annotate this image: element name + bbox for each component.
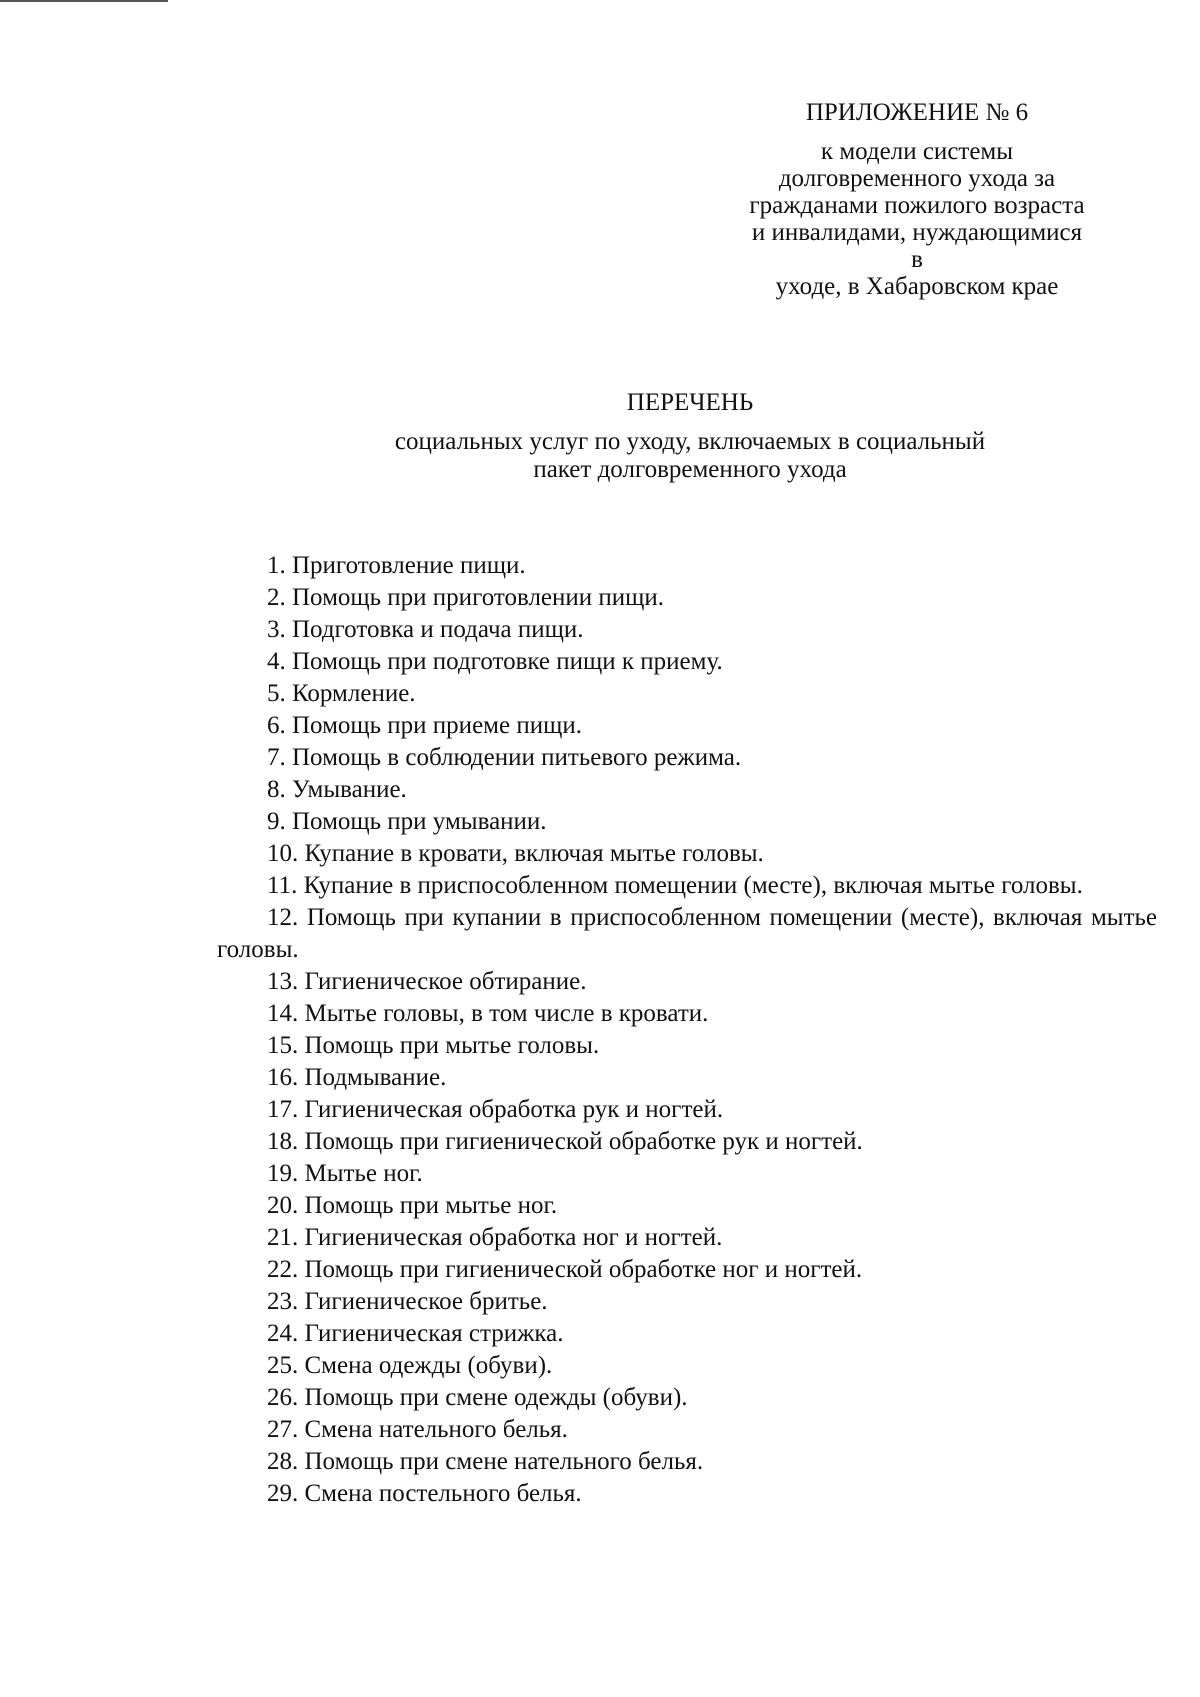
service-item: 7. Помощь в соблюдении питьевого режима. — [267, 744, 742, 771]
scan-edge-mark — [0, 0, 168, 2]
appendix-title: ПРИЛОЖЕНИЕ № 6 — [805, 99, 1029, 126]
service-item: 17. Гигиеническая обработка рук и ногтей. — [267, 1096, 724, 1123]
service-item: 6. Помощь при приеме пищи. — [267, 712, 582, 739]
appendix-line: гражданами пожилого возраста — [749, 192, 1085, 219]
appendix-line: к модели системы — [820, 138, 1014, 165]
service-item: 14. Мытье головы, в том числе в кровати. — [267, 1000, 709, 1027]
service-item: 25. Смена одежды (обуви). — [267, 1352, 553, 1379]
service-item: 13. Гигиеническое обтирание. — [267, 968, 587, 995]
service-item: 11. Купание в приспособленном помещении (месте), включая мытье головы. — [267, 872, 1083, 899]
service-list — [217, 550, 1157, 1510]
appendix-line: и инвалидами, нуждающимися в — [751, 219, 1083, 273]
service-item: 8. Умывание. — [267, 776, 407, 803]
service-item: 2. Помощь при приготовлении пищи. — [267, 584, 665, 611]
appendix-block — [744, 98, 1090, 300]
service-item: 15. Помощь при мытье головы. — [267, 1032, 600, 1059]
document-title-heading: ПЕРЕЧЕНЬ — [626, 389, 754, 416]
service-item: 9. Помощь при умывании. — [267, 808, 547, 835]
service-item: 24. Гигиеническая стрижка. — [267, 1320, 564, 1347]
service-item: 3. Подготовка и подача пищи. — [267, 616, 584, 643]
appendix-line: долговременного ухода за — [778, 165, 1056, 192]
service-item: 20. Помощь при мытье ног. — [267, 1192, 558, 1219]
appendix-line: уходе, в Хабаровском крае — [775, 273, 1059, 300]
service-item: 27. Смена нательного белья. — [267, 1416, 568, 1443]
service-item: 1. Приготовление пищи. — [267, 552, 526, 579]
service-item: 5. Кормление. — [267, 680, 416, 707]
document-title-line: пакет долговременного ухода — [533, 456, 847, 483]
service-item: 16. Подмывание. — [267, 1064, 447, 1091]
service-item: 4. Помощь при подготовке пищи к приему. — [267, 648, 723, 675]
document-title-block — [0, 388, 1200, 484]
service-item: 22. Помощь при гигиенической обработке ног и ногтей. — [267, 1256, 863, 1283]
service-item: 18. Помощь при гигиенической обработке рук и ногтей. — [267, 1128, 863, 1155]
service-item: 21. Гигиеническая обработка ног и ногтей. — [267, 1224, 723, 1251]
service-item: 29. Смена постельного белья. — [267, 1480, 582, 1507]
service-item: 23. Гигиеническое бритье. — [267, 1288, 548, 1315]
document-title-line: социальных услуг по уходу, включаемых в социальный — [394, 428, 986, 455]
service-item: 12. Помощь при купании в приспособленном помещении (месте), включая мытье головы. — [217, 904, 1157, 963]
service-item: 28. Помощь при смене нательного белья. — [267, 1448, 704, 1475]
service-item: 10. Купание в кровати, включая мытье головы. — [267, 840, 764, 867]
service-item: 19. Мытье ног. — [267, 1160, 423, 1187]
service-item: 26. Помощь при смене одежды (обуви). — [267, 1384, 688, 1411]
